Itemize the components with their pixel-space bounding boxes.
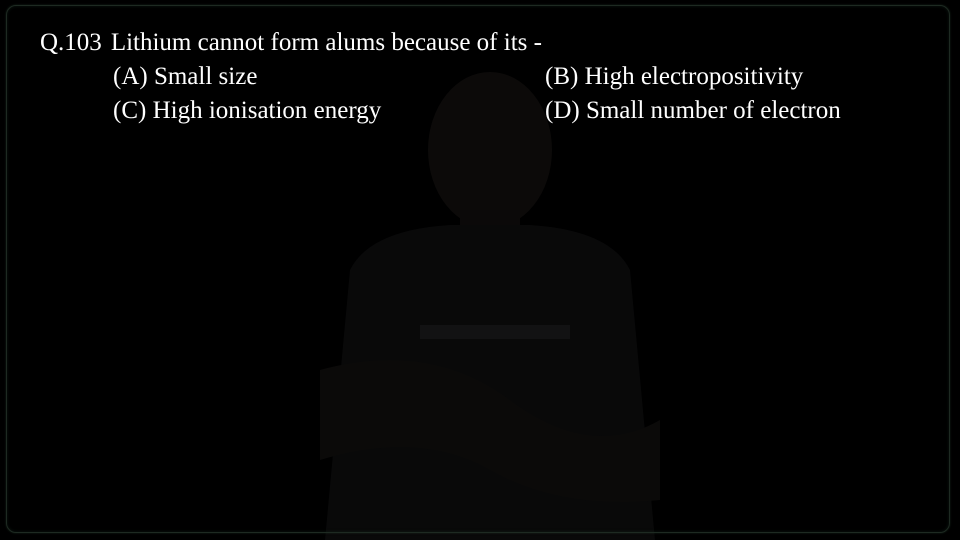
question-line	[40, 26, 920, 60]
option-a: (A) Small size	[113, 63, 258, 90]
option-c: (C) High ionisation energy	[113, 97, 382, 124]
option-b: (B) High electropositivity	[545, 63, 804, 90]
question-number: Q.103	[40, 29, 102, 56]
option-d: (D) Small number of electron	[545, 97, 841, 124]
question-block	[40, 26, 920, 128]
question-text: Lithium cannot form alums because of its -	[110, 29, 542, 56]
options-row-1	[40, 60, 920, 94]
options-row-2	[40, 94, 920, 128]
